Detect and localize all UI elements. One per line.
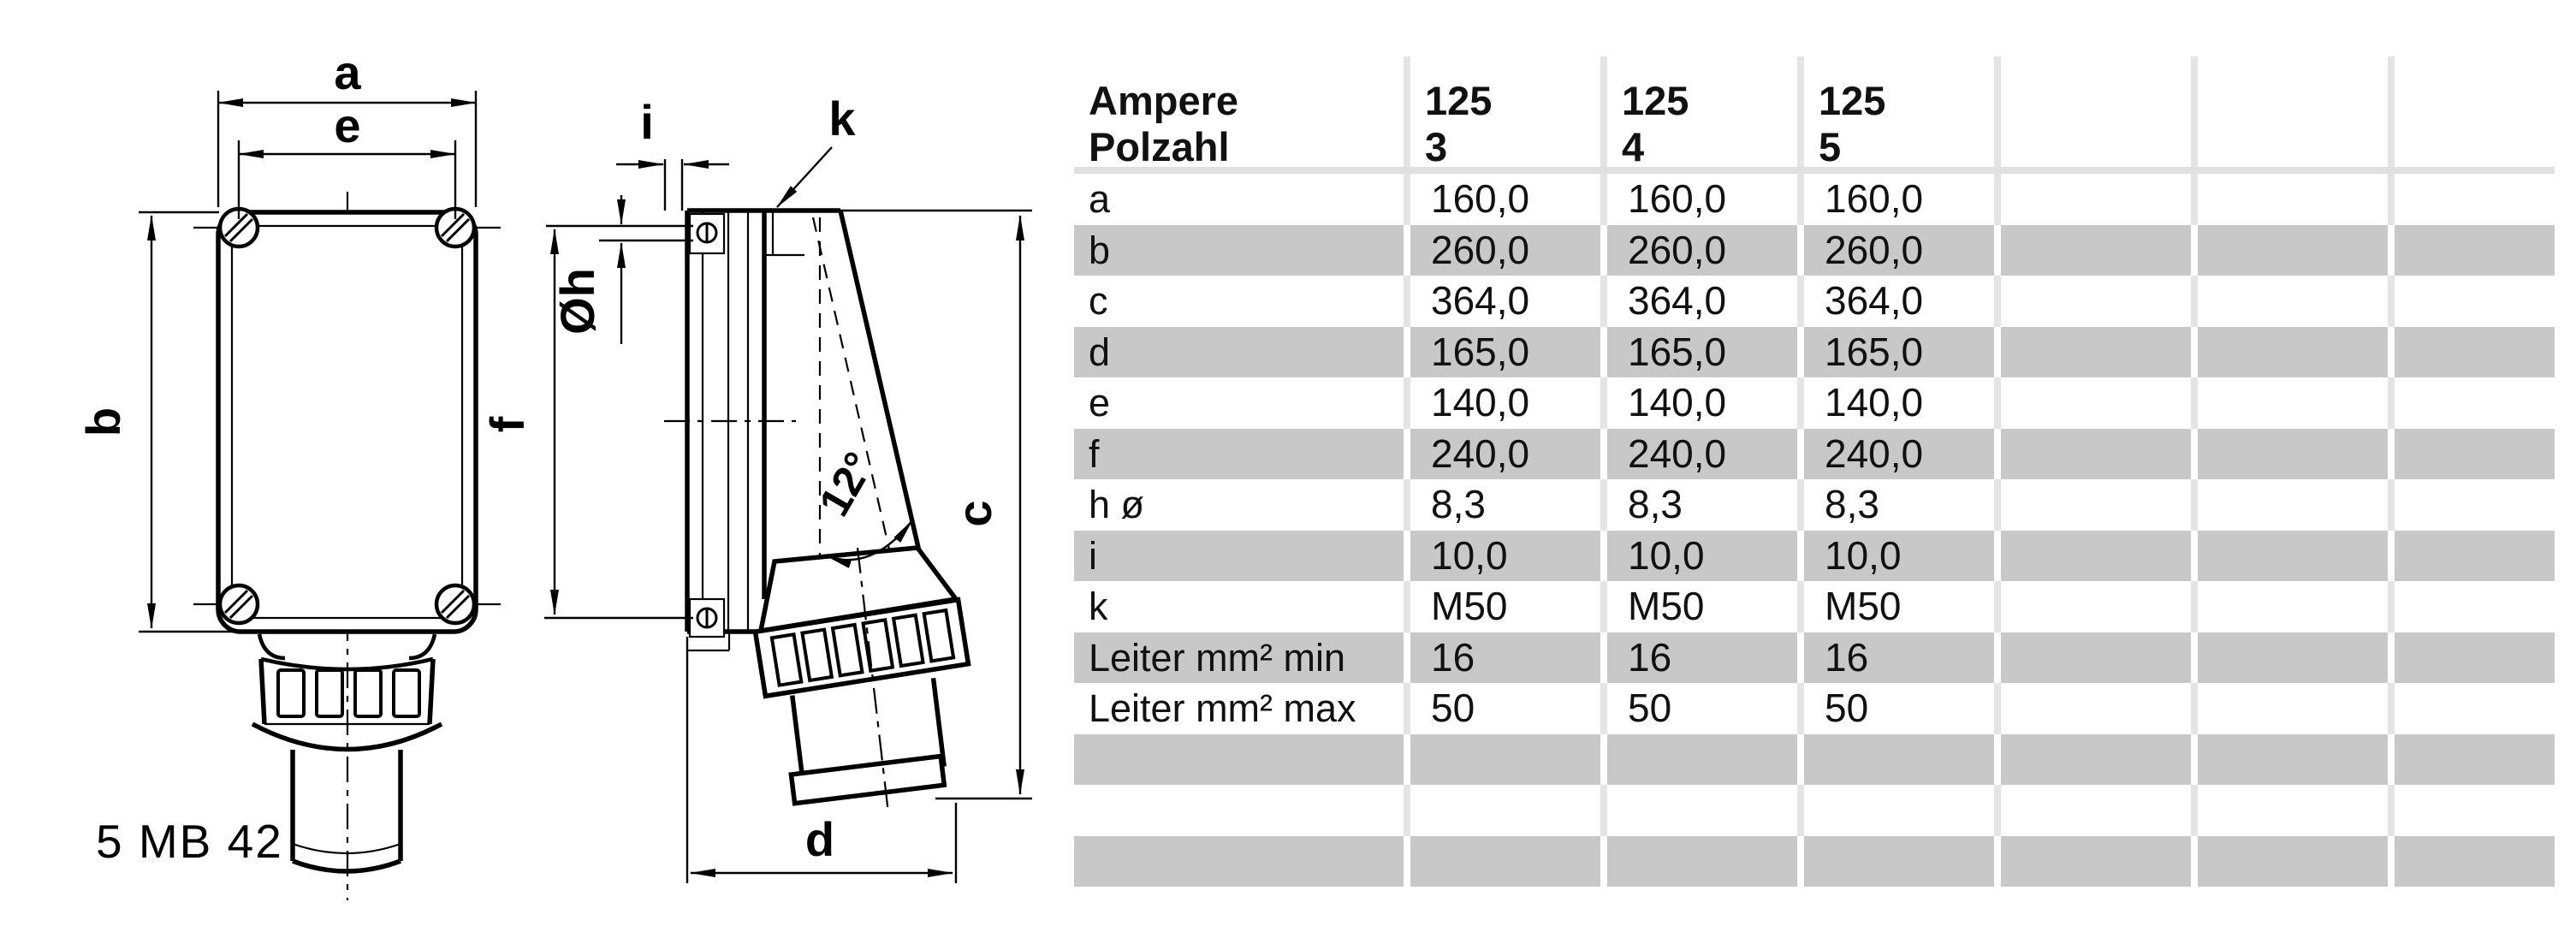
table-cell: 140,0 [1607,377,1797,429]
table-cell: 160,0 [1804,174,1994,225]
row-label: Leiter mm² max [1074,683,1404,734]
knurl-slot [317,670,342,716]
row-label: d [1074,327,1404,378]
table-cell: 50 [1410,683,1600,734]
row-label [1074,785,1404,836]
table-cell: 260,0 [1804,225,1994,276]
table-cell [2001,174,2191,225]
table-row [1074,836,2555,888]
header-column-cell: 125 5 [1804,56,1994,167]
table-cell [1607,734,1797,786]
table-cell [1607,836,1797,888]
table-cell: 8,3 [1607,479,1797,531]
table-body [1074,174,2555,887]
table-cell [2198,581,2388,632]
table-cell [2001,581,2191,632]
dim-label-a: a [334,45,361,99]
table-cell [2001,225,2191,276]
table-header-row [1074,56,2555,167]
table-cell [2198,632,2388,684]
table-cell [2395,276,2555,327]
table-cell [2001,836,2191,888]
table-row [1074,429,2555,480]
front-view [76,45,501,900]
row-label: i [1074,531,1404,582]
table-cell [2395,836,2555,888]
table-cell [2198,225,2388,276]
header-column-cell [2395,56,2555,167]
table-cell [2198,683,2388,734]
table-cell [2198,531,2388,582]
row-label [1074,836,1404,888]
table-cell: 140,0 [1804,377,1994,429]
table-cell: 260,0 [1410,225,1600,276]
table-cell: 16 [1607,632,1797,684]
table-cell: 8,3 [1804,479,1994,531]
table-cell [2001,785,2191,836]
table-cell [2198,836,2388,888]
table-row [1074,785,2555,836]
table-cell [2198,734,2388,786]
row-label: b [1074,225,1404,276]
table-cell [1410,734,1600,786]
dim-label-i: i [640,95,654,149]
row-label: h ø [1074,479,1404,531]
table-cell: 16 [1410,632,1600,684]
table-cell [2395,429,2555,480]
table-row [1074,225,2555,276]
header-column-cell: 125 3 [1410,56,1600,167]
table-cell [2001,632,2191,684]
row-label: Leiter mm² min [1074,632,1404,684]
table-cell [2198,785,2388,836]
table-row [1074,531,2555,582]
screw-bottom-left-icon [220,585,258,623]
side-view [480,92,1032,883]
header-column-cell: 125 4 [1607,56,1797,167]
table-cell [2395,632,2555,684]
table-cell: M50 [1804,581,1994,632]
table-cell [2198,276,2388,327]
table-cell: M50 [1410,581,1600,632]
row-label: f [1074,429,1404,480]
dimension-c [947,216,1020,794]
table-cell: 165,0 [1410,327,1600,378]
socket-end-rim [791,757,944,804]
table-cell: 16 [1804,632,1994,684]
dim-label-diameter-h: Øh [550,268,604,335]
side-socket-outlet [756,548,969,813]
table-cell [2395,479,2555,531]
table-cell [2001,734,2191,786]
row-label: k [1074,581,1404,632]
product-code: 5 MB 42 [96,815,283,868]
dim-label-b: b [76,407,130,437]
table-cell [2001,479,2191,531]
header-corner-cell: Ampere Polzahl [1074,56,1404,167]
knurl-slot [355,670,381,716]
table-row [1074,581,2555,632]
technical-drawing [0,0,1070,950]
knurl-slot [278,670,304,716]
table-cell [2395,581,2555,632]
table-cell [2395,734,2555,786]
table-cell: 364,0 [1607,276,1797,327]
table-cell [1410,785,1600,836]
dim-label-angle: 12° [810,443,884,525]
table-cell: 165,0 [1607,327,1797,378]
table-cell: 50 [1607,683,1797,734]
side-gland-entry [764,211,804,255]
row-label: e [1074,377,1404,429]
table-cell [2395,377,2555,429]
side-top-mounting-tab [690,214,724,253]
table-cell [2395,531,2555,582]
table-cell: M50 [1607,581,1797,632]
table-cell [1410,836,1600,888]
table-cell [2395,174,2555,225]
table-cell [2395,683,2555,734]
table-row [1074,632,2555,684]
screw-bottom-right-icon [436,585,474,623]
table-cell [2395,785,2555,836]
table-cell: 160,0 [1410,174,1600,225]
row-label: c [1074,276,1404,327]
side-bottom-mounting-tab [690,599,724,637]
table-row [1074,276,2555,327]
dimension-h-diameter [550,195,693,344]
table-cell [2001,327,2191,378]
table-cell: 10,0 [1804,531,1994,582]
table-row [1074,734,2555,786]
table-cell: 364,0 [1410,276,1600,327]
table-cell: 240,0 [1410,429,1600,480]
table-cell [2001,531,2191,582]
table-row [1074,683,2555,734]
table-cell [1804,785,1994,836]
table-cell [2001,683,2191,734]
header-column-cell [2001,56,2191,167]
table-cell: 240,0 [1607,429,1797,480]
table-cell: 10,0 [1410,531,1600,582]
front-housing-outline [218,212,476,632]
table-cell: 10,0 [1607,531,1797,582]
dim-label-c: c [947,500,1001,527]
table-cell: 165,0 [1804,327,1994,378]
table-cell [1804,734,1994,786]
table-cell [1804,836,1994,888]
table-cell: 364,0 [1804,276,1994,327]
dimension-k [777,92,856,207]
knurl-slot [394,670,419,716]
dim-label-k: k [828,92,856,145]
dimension-table [1074,56,2555,887]
table-row [1074,174,2555,225]
table-cell [2198,429,2388,480]
table-row [1074,327,2555,378]
table-cell [2001,429,2191,480]
table-cell [2001,377,2191,429]
table-cell: 260,0 [1607,225,1797,276]
dim-label-f: f [480,416,534,433]
table-cell [2198,174,2388,225]
table-cell [1607,785,1797,836]
table-cell: 8,3 [1410,479,1600,531]
table-cell: 160,0 [1607,174,1797,225]
table-cell [2198,377,2388,429]
side-wall-plate [687,211,767,650]
row-label: a [1074,174,1404,225]
table-cell [2395,225,2555,276]
table-cell [2198,327,2388,378]
dim-label-d: d [804,812,835,866]
row-label [1074,734,1404,786]
table-cell [2395,327,2555,378]
table-cell [2001,276,2191,327]
table-cell [2198,479,2388,531]
table-row [1074,377,2555,429]
table-cell: 140,0 [1410,377,1600,429]
header-column-cell [2198,56,2388,167]
table-cell: 50 [1804,683,1994,734]
table-cell: 240,0 [1804,429,1994,480]
dimension-i [616,95,729,211]
dim-label-e: e [334,98,361,152]
table-row [1074,479,2555,531]
